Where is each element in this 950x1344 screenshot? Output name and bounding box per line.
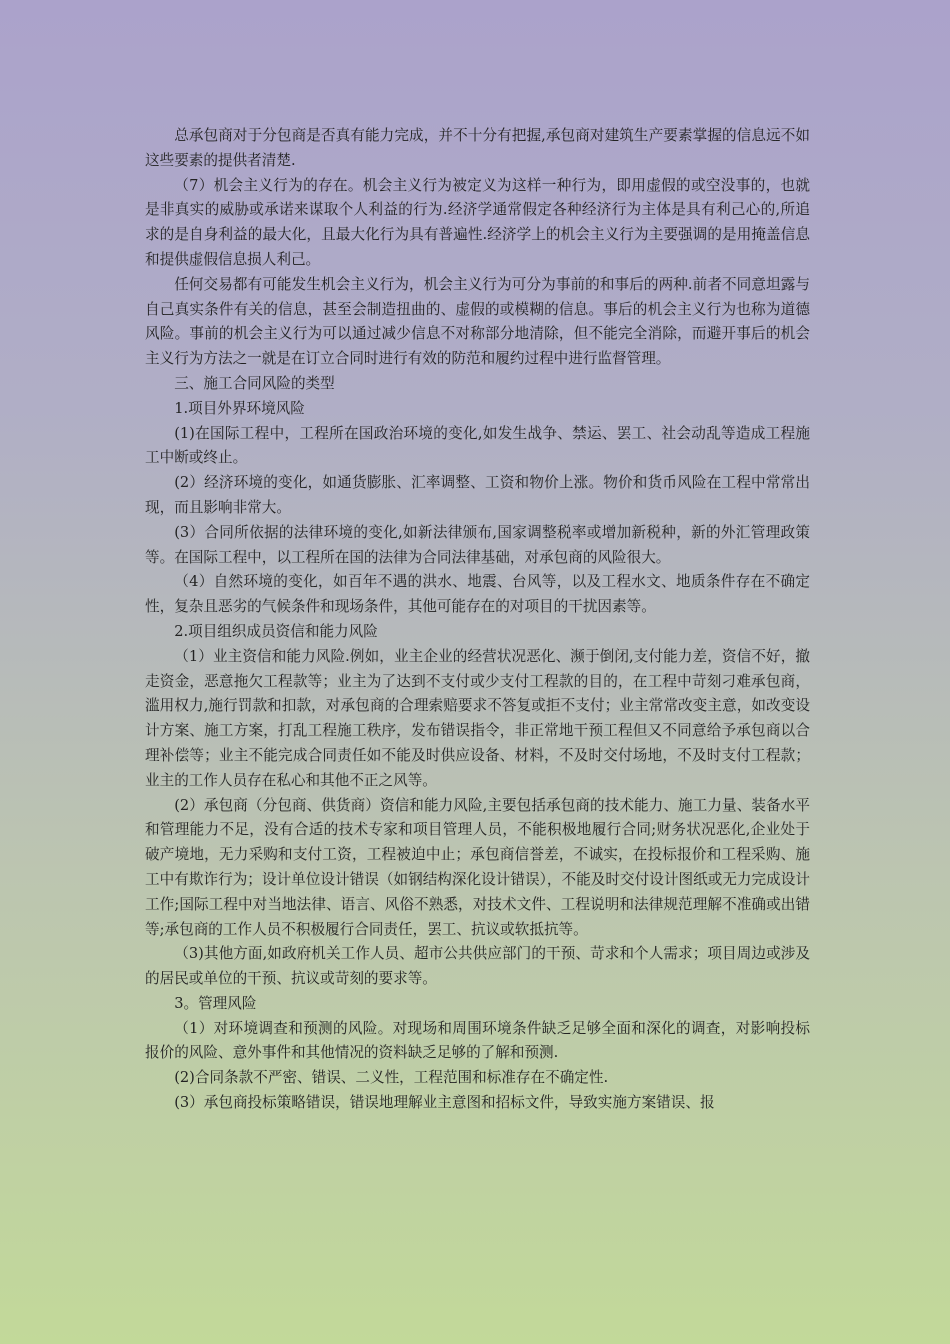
paragraph: 总承包商对于分包商是否真有能力完成，并不十分有把握,承包商对建筑生产要素掌握的信息远不如这些要素的提供者清楚. (145, 127, 810, 169)
paragraph: （7）机会主义行为的存在。机会主义行为被定义为这样一种行为，即用虚假的或空没事的，也就是非真实的威胁或承诺来谋取个人利益的行为.经济学通常假定各种经济行为主体是具有利己心的,所追求的是自身利益的最大化，且最大化行为具有普遍性.经济学上的机会主义行为主要强调的是用掩盖信息和提供虚假信息损人利己。 (145, 176, 810, 268)
subsection-heading: 2.项目组织成员资信和能力风险 (174, 622, 378, 640)
subsection-heading: 1.项目外界环境风险 (174, 399, 305, 417)
paragraph: (3）合同所依据的法律环境的变化,如新法律颁布,国家调整税率或增加新税种，新的外汇管理政策等。在国际工程中，以工程所在国的法律为合同法律基础，对承包商的风险很大。 (145, 523, 810, 566)
paragraph: (2）经济环境的变化，如通货膨胀、汇率调整、工资和物价上涨。物价和货币风险在工程中常常出现，而且影响非常大。 (145, 474, 810, 516)
paragraph: (2）承包商（分包商、供货商）资信和能力风险,主要包括承包商的技术能力、施工力量、装备水平和管理能力不足，没有合适的技术专家和项目管理人员，不能积极地履行合同;财务状况恶化,企业处于破产境地，无力采购和支付工资，工程被迫中止；承包商信誉差，不诚实，在投标报价和工程采购、施工中有欺诈行为；设计单位设计错误（如钢结构深化设计错误），不能及时交付设计图纸或无力完成设计工作;国际工程中对当地法律、语言、风俗不熟悉，对技术文件、工程说明和法律规范理解不准确或出错等;承包商的工作人员不积极履行合同责任，罢工、抗议或软抵抗等。 (145, 796, 810, 938)
paragraph: （1）对环境调查和预测的风险。对现场和周围环境条件缺乏足够全面和深化的调查，对影响投标报价的风险、意外事件和其他情况的资料缺乏足够的了解和预测. (145, 1019, 810, 1062)
paragraph: 任何交易都有可能发生机会主义行为，机会主义行为可分为事前的和事后的两种.前者不同意坦露与自己真实条件有关的信息，甚至会制造扭曲的、虚假的或模糊的信息。事后的机会主义行为也称为道德风险。事前的机会主义行为可以通过减少信息不对称部分地清除，但不能完全消除，而避开事后的机会主义行为方法之一就是在订立合同时进行有效的防范和履约过程中进行监督管理。 (145, 275, 810, 368)
paragraph: (2)合同条款不严密、错误、二义性，工程范围和标准存在不确定性. (174, 1069, 609, 1087)
subsection-heading: 3。管理风险 (174, 994, 257, 1012)
section-heading: 三、施工合同风险的类型 (174, 374, 335, 392)
paragraph: （3)其他方面,如政府机关工作人员、超市公共供应部门的干预、苛求和个人需求；项目周边或涉及的居民或单位的干预、抗议或苛刻的要求等。 (145, 945, 810, 988)
document-page (145, 124, 810, 1116)
paragraph: （1）业主资信和能力风险.例如，业主企业的经营状况恶化、濒于倒闭,支付能力差，资信不好，撤走资金，恶意拖欠工程款等；业主为了达到不支付或少支付工程款的目的，在工程中苛刻刁难承包商，滥用权力,施行罚款和扣款，对承包商的合理索赔要求不答复或拒不支付；业主常常改变主意，如改变设计方案、施工方案，打乱工程施工秩序，发布错误指令，非正常地干预工程但又不同意给予承包商以合理补偿等；业主不能完成合同责任如不能及时供应设备、材料，不及时交付场地，不及时支付工程款；业主的工作人员存在私心和其他不正之风等。 (145, 647, 810, 789)
paragraph: (1)在国际工程中，工程所在国政治环境的变化,如发生战争、禁运、罢工、社会动乱等造成工程施工中断或终止。 (145, 424, 810, 467)
paragraph: (3）承包商投标策略错误，错误地理解业主意图和招标文件，导致实施方案错误、报 (174, 1094, 715, 1112)
paragraph: （4）自然环境的变化，如百年不遇的洪水、地震、台风等，以及工程水文、地质条件存在不确定性，复杂且恶劣的气候条件和现场条件，其他可能存在的对项目的干扰因素等。 (145, 573, 810, 616)
